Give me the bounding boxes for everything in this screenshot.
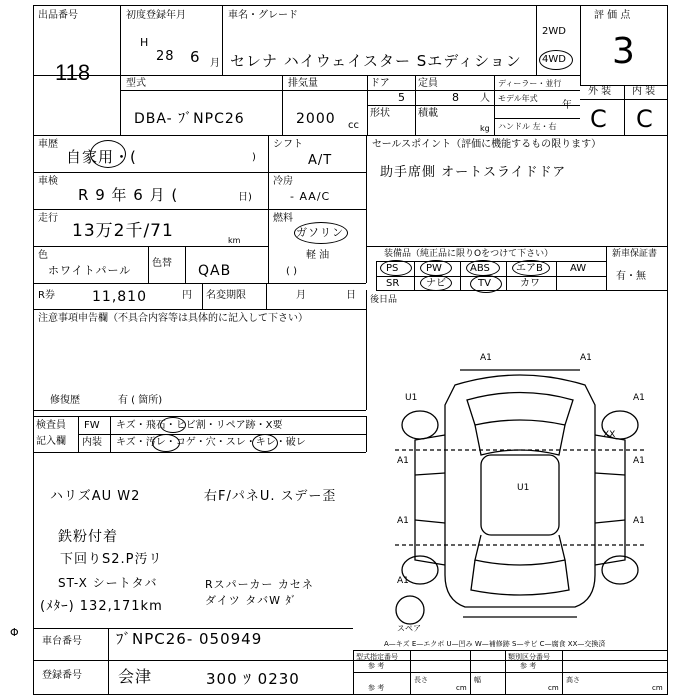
equip-ps: PS (386, 263, 399, 274)
lot-number: 118 (55, 60, 91, 85)
color-value: ホワイトパール (48, 264, 132, 277)
displacement-unit: cc (348, 120, 359, 131)
plate-number: 300 ﾂ 0230 (206, 670, 300, 688)
certify-label: 型式指定番号 (356, 653, 398, 661)
diagram-mark-6: A1 (397, 456, 409, 466)
height-unit: cm (652, 684, 663, 692)
note-line-1: ハリズAU W2 (50, 489, 141, 504)
diagram-mark-2: A1 (580, 353, 592, 363)
fw-items: キズ・飛石・ヒビ割・リペア跡・X要 (116, 420, 283, 431)
fuel-label: 燃料 (273, 213, 293, 224)
note-line-5b: ダイツ タバW ﾀﾞ (205, 594, 298, 607)
history-circle (90, 140, 126, 168)
name-change-month: 月 (296, 290, 306, 301)
shape-label: 形状 (370, 108, 390, 119)
guarantee-value: 有・無 (616, 271, 646, 282)
handle-label: ハンドル 左・右 (498, 122, 557, 131)
diagram-mark-7: A1 (633, 456, 645, 466)
mileage-unit: km (228, 236, 241, 245)
equip-sr: SR (386, 278, 400, 289)
equip-pw-circle (420, 260, 452, 276)
drive-4wd: 4WD (542, 54, 566, 65)
inspector-label-1: 検査員 (36, 420, 66, 431)
car-name-label: 車名・グレード (228, 10, 298, 21)
fuel-circle (294, 222, 348, 244)
ac-label: 冷房 (273, 176, 293, 187)
exterior-grade: C (590, 105, 607, 133)
equip-airbag-circle (512, 260, 550, 276)
model-value: DBA- ﾌﾞNPC26 (134, 111, 245, 127)
back-order-label: 後日品 (370, 295, 398, 305)
note-line-5: (ﾒﾀｰ) 132,171km (40, 599, 163, 614)
load-unit: kg (480, 124, 490, 133)
diagram-spare-label: スペア (397, 624, 421, 633)
interior-dirt-circle (152, 434, 180, 452)
diagram-mark-3: U1 (405, 393, 418, 403)
inspection-value: R 9 年 6 月 ( (78, 186, 179, 204)
first-reg-label: 初度登録年月 (126, 10, 186, 21)
note-line-4: ST-X シートタバ (58, 576, 158, 590)
diagram-mark-8: A1 (397, 516, 409, 526)
equip-abs-circle (466, 260, 500, 276)
plate-area: 会津 (118, 667, 153, 686)
history-label: 車歴 (38, 139, 58, 150)
fw-stone-circle (160, 417, 186, 433)
car-name-value: セレナ ハイウェイスター Sエディション (230, 52, 522, 70)
drive-2wd: 2WD (542, 26, 566, 37)
category-sub: 参 考 (520, 662, 537, 670)
category-label: 類別区分番号 (508, 653, 550, 661)
seats-unit: 人 (480, 93, 490, 104)
dealer-label: ディーラー・並行 (498, 79, 562, 88)
fuel-value: ガソリン (296, 226, 344, 239)
first-reg-era: H (140, 36, 150, 49)
width-label: 幅 (474, 676, 481, 684)
length-label: 長さ (414, 676, 428, 684)
fuel-paren: ( ) (286, 266, 297, 277)
doors-value: 5 (398, 91, 406, 104)
equip-navi: ナビ (426, 278, 446, 289)
mileage-label: 走行 (38, 213, 58, 224)
model-year-label: モデル年式 (498, 94, 538, 103)
equip-navi-circle (420, 275, 452, 291)
equip-pw: PW (426, 263, 442, 274)
equip-tv: TV (478, 278, 491, 289)
vehicle-diagram (375, 345, 665, 635)
first-reg-month-unit: 月 (210, 58, 220, 69)
ac-value: - AA/C (290, 190, 331, 203)
equip-ps-circle (380, 260, 412, 276)
diagram-mark-9: A1 (633, 516, 645, 526)
color-code-value: QAB (198, 263, 232, 279)
equip-airbag: エアB (516, 263, 543, 274)
shift-label: シフト (273, 139, 303, 150)
inspector-label-2: 記入欄 (36, 436, 66, 447)
mileage-value: 13万2千/71 (72, 221, 174, 241)
diagram-mark-5: XX (603, 430, 616, 440)
grade-value: 3 (612, 31, 635, 72)
diagram-mark-10: A1 (397, 576, 409, 586)
equip-aw: AW (570, 263, 587, 274)
recycle-value: 11,810 (92, 289, 147, 305)
repair-value: 有 ( 箇所) (118, 395, 163, 406)
seats-value: 8 (452, 91, 460, 104)
drive-4wd-circle (539, 50, 573, 70)
damage-legend: A—キズ E—エクボ U—凹み W—補修跡 S—サビ C—腐食 XX—交換済 (384, 640, 606, 648)
shift-value: A/T (308, 153, 333, 168)
note-line-1b: 右F/パネU. スデー歪 (204, 489, 337, 504)
interior-label: 内 装 (632, 86, 656, 97)
fw-label: FW (84, 420, 100, 431)
height-label: 高さ (566, 676, 580, 684)
guarantee-label: 新車保証書 (612, 249, 658, 259)
displacement-value: 2000 (296, 111, 336, 127)
first-reg-month: 6 (190, 48, 201, 66)
equip-leather: カワ (520, 278, 540, 289)
plate-label: 登録番号 (42, 670, 82, 681)
displacement-label: 排気量 (288, 78, 318, 89)
equipment-title: 装備品（純正品に限りOをつけて下さい） (384, 249, 554, 259)
certify-sub: 参 考 (368, 662, 385, 670)
inspector-interior-items: キズ・汚レ・コゲ・穴・スレ・キレ・破レ (116, 437, 306, 448)
diagram-mark-4: A1 (633, 393, 645, 403)
diagram-mark-1: A1 (480, 353, 492, 363)
note-line-4b: Rスパーカー カセネ (205, 578, 314, 591)
sales-title: セールスポイント（評価に機能するもの限ります） (372, 139, 602, 150)
seats-label: 定員 (418, 78, 438, 89)
model-label: 型式 (126, 78, 146, 89)
model-year-unit: 年 (562, 100, 572, 111)
sales-value: 助手席側 オートスライドドア (380, 165, 567, 180)
name-change-label: 名変期限 (206, 290, 246, 301)
repair-label: 修復歴 (50, 395, 80, 406)
interior-rub-circle (252, 434, 278, 452)
interior-grade: C (636, 105, 653, 133)
chassis-value: ﾌﾞNPC26- 050949 (116, 630, 263, 648)
color-label: 色 (38, 250, 48, 261)
ref-label: 参 考 (368, 684, 385, 692)
history-value: 自家用・( (66, 148, 137, 166)
chassis-label: 車台番号 (42, 636, 82, 647)
length-unit: cm (456, 684, 467, 692)
inspector-interior-label: 内装 (82, 437, 102, 448)
margin-mark: Φ (10, 626, 20, 639)
inspection-day: 日) (238, 192, 252, 203)
recycle-label: R券 (38, 290, 55, 301)
grade-label: 評 価 点 (594, 10, 631, 21)
load-label: 積載 (418, 108, 438, 119)
width-unit: cm (548, 684, 559, 692)
inspection-label: 車検 (38, 176, 58, 187)
lot-label: 出品番号 (38, 10, 78, 21)
diagram-mark-11: U1 (517, 483, 530, 493)
notes-title: 注意事項申告欄（不具合内容等は具体的に記入して下さい） (38, 313, 308, 324)
first-reg-year: 28 (156, 49, 175, 64)
color-code-label: 色替 (152, 258, 172, 269)
history-close: ) (252, 152, 256, 163)
fuel-alt: 軽 油 (306, 250, 330, 261)
equip-tv-circle (470, 275, 502, 293)
note-line-3: 下回りS2.P汚リ (60, 552, 163, 567)
exterior-label: 外 装 (588, 86, 612, 97)
doors-label: ドア (370, 78, 390, 89)
name-change-day: 日 (346, 290, 356, 301)
recycle-unit: 円 (182, 290, 192, 301)
note-line-2: 鉄粉付着 (58, 529, 118, 545)
equip-abs: ABS (470, 263, 490, 274)
